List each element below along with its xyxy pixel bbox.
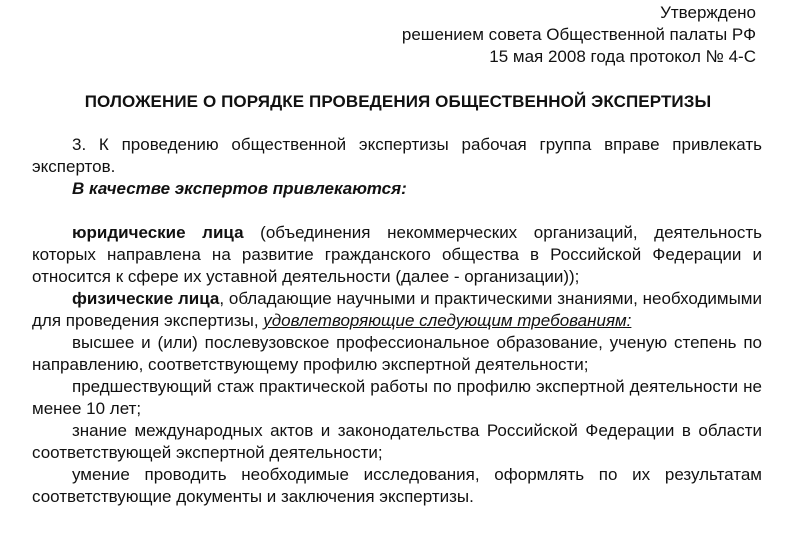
item-3-text: 3. К проведению общественной экспертизы рабочая группа вправе привлекать экспертов. [32, 135, 762, 176]
paragraph-physical-persons [32, 288, 762, 332]
requirement-item: знание международных актов и законодательства Российской Федерации в области соответствующей экспертной деятельности; [32, 421, 762, 462]
paragraph-item-3 [32, 134, 762, 178]
experts-heading: В качестве экспертов привлекаются: [72, 179, 407, 198]
legal-entities-term: юридические лица [72, 223, 244, 242]
approval-line-2: решением совета Общественной палаты РФ [401, 25, 756, 44]
paragraph-legal-entities [32, 222, 762, 288]
legal-entities-text: (объединения некоммерческих организаций, деятельность которых направлена на развитие гражданского общества в Российской Федерации и относится к сфере их уставной деятельности (далее - организации)); [32, 223, 763, 286]
requirement-item: предшествующий стаж практической работы по профилю экспертной деятельности не менее 10 лет; [32, 377, 762, 418]
physical-persons-text: , обладающие научными и практическими знаниями, необходимыми для проведения экспертизы, [32, 289, 762, 330]
requirement-item: умение проводить необходимые исследования, оформлять по их результатам соответствующие документы и заключения экспертизы. [32, 465, 762, 506]
approval-line-1: Утверждено [660, 3, 756, 22]
experts-heading-paragraph [32, 178, 762, 200]
physical-persons-term: физические лица [72, 289, 220, 308]
approval-stamp [402, 2, 756, 68]
requirements-heading: удовлетворяющие следующим требованиям: [263, 311, 632, 330]
requirement-item: высшее и (или) послевузовское профессиональное образование, ученую степень по направлению, соответствующему профилю экспертной деятельности; [32, 333, 762, 374]
approval-line-3: 15 мая 2008 года протокол № 4-С [489, 47, 756, 66]
document-title: ПОЛОЖЕНИЕ О ПОРЯДКЕ ПРОВЕДЕНИЯ ОБЩЕСТВЕННОЙ ЭКСПЕРТИЗЫ [84, 92, 712, 111]
document-body [32, 134, 762, 508]
